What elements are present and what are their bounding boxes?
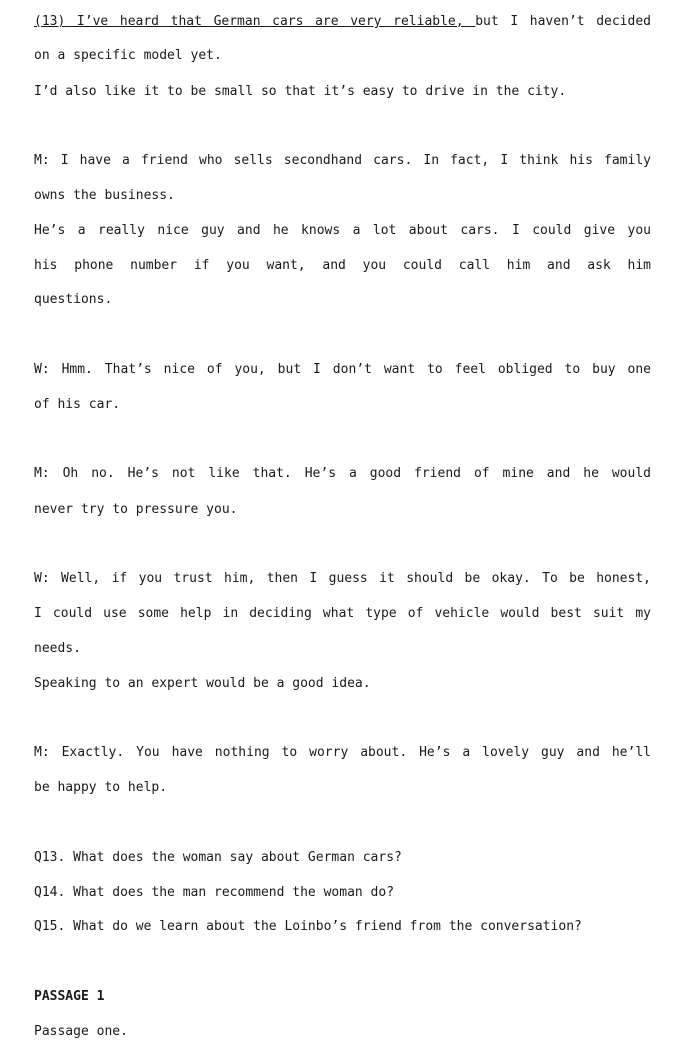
dialogue-line-woman: W: Hmm. That’s nice of you, but I don’t want to feel obliged to buy one	[34, 362, 651, 377]
dialogue-line-woman: W: Well, if you trust him, then I guess it should be okay. To be honest,	[34, 571, 651, 586]
question-item: Q14. What does the man recommend the woman do?	[34, 885, 395, 900]
dialogue-line-man: be happy to help.	[34, 780, 168, 795]
dialogue-line-man: M: I have a friend who sells secondhand cars. In fact, I think his family	[34, 153, 651, 168]
dialogue-line-man: questions.	[34, 292, 113, 307]
dialogue-line-man: owns the business.	[34, 188, 175, 203]
dialogue-line-woman: I could use some help in deciding what type of vehicle would best suit my	[34, 606, 651, 621]
dialogue-line-woman: of his car.	[34, 397, 121, 412]
dialogue-line-woman: Speaking to an expert would be a good idea.	[34, 676, 371, 691]
dialogue-line-man: M: Oh no. He’s not like that. He’s a good friend of mine and he would	[34, 466, 651, 481]
dialogue-line-man: never try to pressure you.	[34, 502, 238, 517]
passage-intro: Passage one.	[34, 1024, 128, 1039]
dialogue-line: I’d also like it to be small so that it’s easy to drive in the city.	[34, 84, 567, 99]
underlined-phrase: (13) I’ve heard that German cars are very reliable,	[34, 14, 476, 29]
question-item: Q15. What do we learn about the Loinbo’s friend from the conversation?	[34, 919, 582, 934]
passage-heading: PASSAGE 1	[34, 989, 105, 1004]
line-text: but I haven’t decided	[475, 14, 651, 29]
dialogue-line: on a specific model yet.	[34, 48, 222, 63]
dialogue-line	[34, 14, 651, 30]
dialogue-line-man: his phone number if you want, and you could call him and ask him	[34, 258, 651, 273]
dialogue-line-man: He’s a really nice guy and he knows a lot about cars. I could give you	[34, 223, 651, 238]
dialogue-line-woman: needs.	[34, 641, 81, 656]
question-item: Q13. What does the woman say about German cars?	[34, 850, 402, 865]
dialogue-line-man: M: Exactly. You have nothing to worry about. He’s a lovely guy and he’ll	[34, 745, 651, 760]
